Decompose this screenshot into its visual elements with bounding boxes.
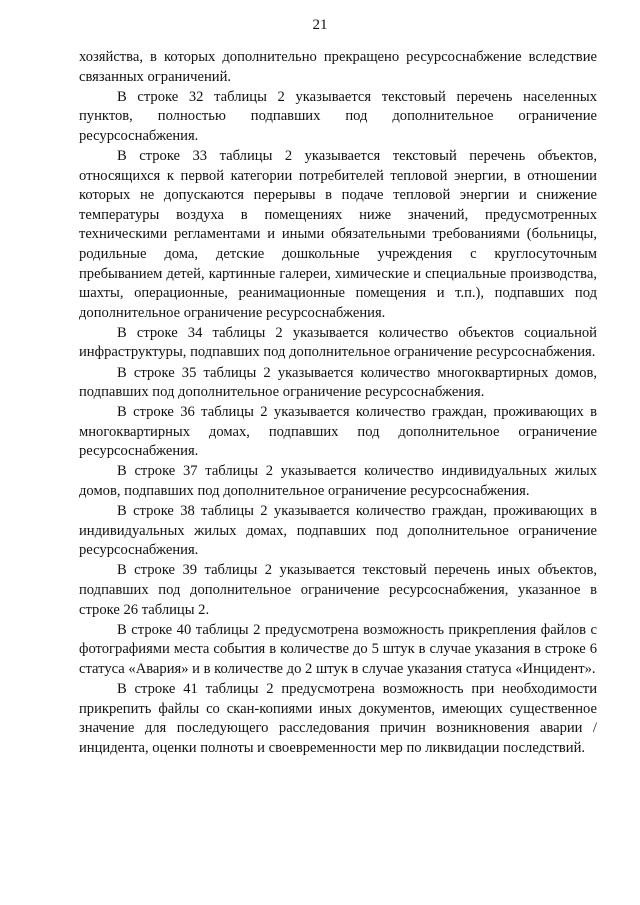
paragraph-row-32: В строке 32 таблицы 2 указывается текстовый перечень населенных пунктов, полностью подпавших под дополнительное ограничение ресурсоснабжения. xyxy=(79,88,597,144)
paragraph-row-35: В строке 35 таблицы 2 указывается количество многоквартирных домов, подпавших под дополнительное ограничение ресурсоснабжения. xyxy=(79,364,597,401)
paragraph-row-34: В строке 34 таблицы 2 указывается количество объектов социальной инфраструктуры, подпавших под дополнительное ограничение ресурсоснабжения. xyxy=(79,324,597,361)
paragraph-row-37: В строке 37 таблицы 2 указывается количество индивидуальных жилых домов, подпавших под дополнительное ограничение ресурсоснабжения. xyxy=(79,463,597,500)
paragraph-row-41: В строке 41 таблицы 2 предусмотрена возможность при необходимости прикрепить файлы со скан-копиями иных документов, имеющих существенное значение для последующего расследования причин возникновения аварии / инцидента, оценки полноты и своевременности мер по ликвидации последствий. xyxy=(79,681,597,756)
document-body xyxy=(79,48,597,758)
page-number: 21 xyxy=(312,17,328,33)
paragraph-continuation: хозяйства, в которых дополнительно прекращено ресурсоснабжение вследствие связанных ограничений. xyxy=(79,49,597,85)
paragraph-row-38: В строке 38 таблицы 2 указывается количество граждан, проживающих в индивидуальных жилых домах, подпавших под дополнительное ограничение ресурсоснабжения. xyxy=(79,503,597,559)
paragraph-row-39: В строке 39 таблицы 2 указывается текстовый перечень иных объектов, подпавших под дополнительное ограничение ресурсоснабжения, указанное в строке 26 таблицы 2. xyxy=(79,562,597,618)
paragraph-row-40: В строке 40 таблицы 2 предусмотрена возможность прикрепления файлов с фотографиями места события в количестве до 5 штук в случае указания в строке 6 статуса «Авария» и в количестве до 2 штук в случае указания статуса «Инцидент». xyxy=(79,621,597,677)
paragraph-row-33: В строке 33 таблицы 2 указывается текстовый перечень объектов, относящихся к первой категории потребителей тепловой энергии, в отношении которых не допускаются перерывы в подаче тепловой энергии и снижение температуры воздуха в помещениях ниже значений, предусмотренных техническими регламентами и иными обязательными требованиями (больницы, родильные дома, детские дошкольные учреждения с круглосуточным пребыванием детей, картинные галереи, химические и специальные производства, шахты, операционные, реанимационные помещения и т.п.), подпавших под дополнительное ограничение ресурсоснабжения. xyxy=(79,147,597,321)
paragraph-row-36: В строке 36 таблицы 2 указывается количество граждан, проживающих в многоквартирных домах, подпавших под дополнительное ограничение ресурсоснабжения. xyxy=(79,404,597,460)
